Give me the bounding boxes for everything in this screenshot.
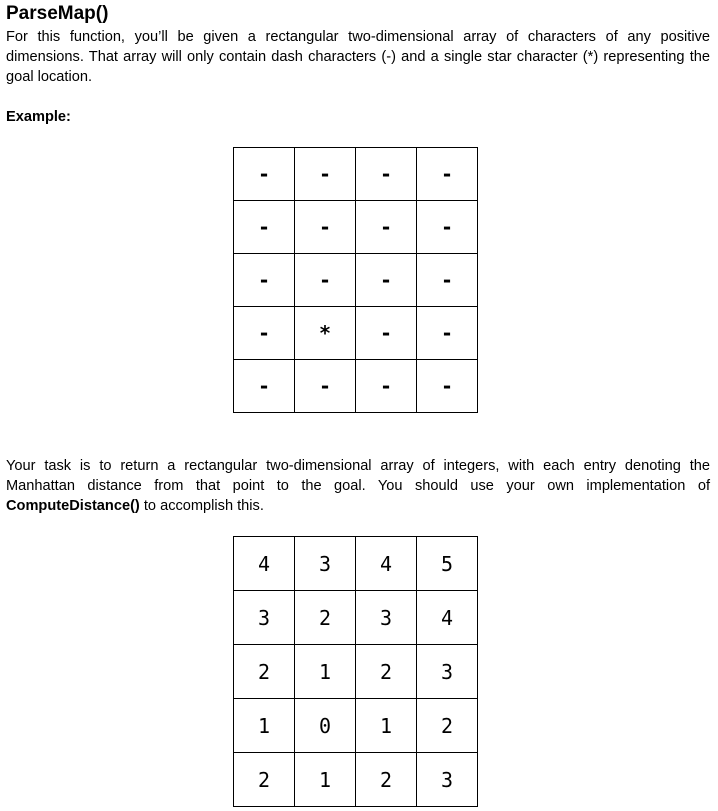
distance-cell: 2 <box>356 753 417 807</box>
distance-row <box>234 591 478 645</box>
distance-cell: 1 <box>295 645 356 699</box>
page-title: ParseMap() <box>6 3 109 24</box>
map-cell: - <box>234 148 295 201</box>
distance-row <box>234 537 478 591</box>
distance-grid <box>233 536 478 807</box>
distance-row <box>234 753 478 807</box>
distance-cell: 2 <box>234 753 295 807</box>
map-cell: - <box>234 307 295 360</box>
map-row <box>234 201 478 254</box>
map-cell: - <box>295 360 356 413</box>
map-cell: - <box>295 148 356 201</box>
map-row <box>234 254 478 307</box>
map-cell: - <box>417 254 478 307</box>
distance-cell: 3 <box>234 591 295 645</box>
distance-cell: 4 <box>234 537 295 591</box>
map-grid <box>233 147 478 413</box>
distance-cell: 1 <box>356 699 417 753</box>
map-cell: - <box>417 307 478 360</box>
map-row <box>234 360 478 413</box>
map-cell: - <box>234 201 295 254</box>
map-cell: - <box>417 148 478 201</box>
distance-row <box>234 645 478 699</box>
distance-cell: 2 <box>295 591 356 645</box>
distance-row <box>234 699 478 753</box>
map-cell: - <box>295 201 356 254</box>
distance-cell: 3 <box>417 753 478 807</box>
map-cell: - <box>356 254 417 307</box>
map-cell: - <box>417 360 478 413</box>
distance-cell: 3 <box>356 591 417 645</box>
distance-cell: 3 <box>417 645 478 699</box>
distance-cell: 4 <box>417 591 478 645</box>
intro-paragraph: For this function, you’ll be given a rectangular two-dimensional array of characters of any positive dimensions. That array will only contain dash characters (-) and a single star character (*) representing the goal location. <box>6 29 710 85</box>
distance-cell: 4 <box>356 537 417 591</box>
map-row <box>234 148 478 201</box>
map-cell: - <box>356 307 417 360</box>
task-text-after: to accomplish this. <box>139 498 264 514</box>
example-label: Example: <box>6 109 71 125</box>
distance-cell: 2 <box>234 645 295 699</box>
distance-cell: 1 <box>295 753 356 807</box>
map-cell: - <box>356 148 417 201</box>
map-cell: - <box>234 360 295 413</box>
task-paragraph <box>6 456 710 516</box>
map-cell: - <box>356 201 417 254</box>
map-cell: - <box>234 254 295 307</box>
map-cell: - <box>295 254 356 307</box>
distance-cell: 1 <box>234 699 295 753</box>
map-cell: - <box>417 201 478 254</box>
function-name: ComputeDistance() <box>6 498 140 514</box>
task-text-before: Your task is to return a rectangular two-dimensional array of integers, with each entry denoting the Manhattan distance from that point to the goal. You should use your own implementation of <box>6 458 710 494</box>
distance-cell: 2 <box>356 645 417 699</box>
distance-cell: 3 <box>295 537 356 591</box>
distance-cell: 5 <box>417 537 478 591</box>
goal-cell: * <box>295 307 356 360</box>
map-row <box>234 307 478 360</box>
distance-cell: 2 <box>417 699 478 753</box>
distance-cell: 0 <box>295 699 356 753</box>
map-cell: - <box>356 360 417 413</box>
